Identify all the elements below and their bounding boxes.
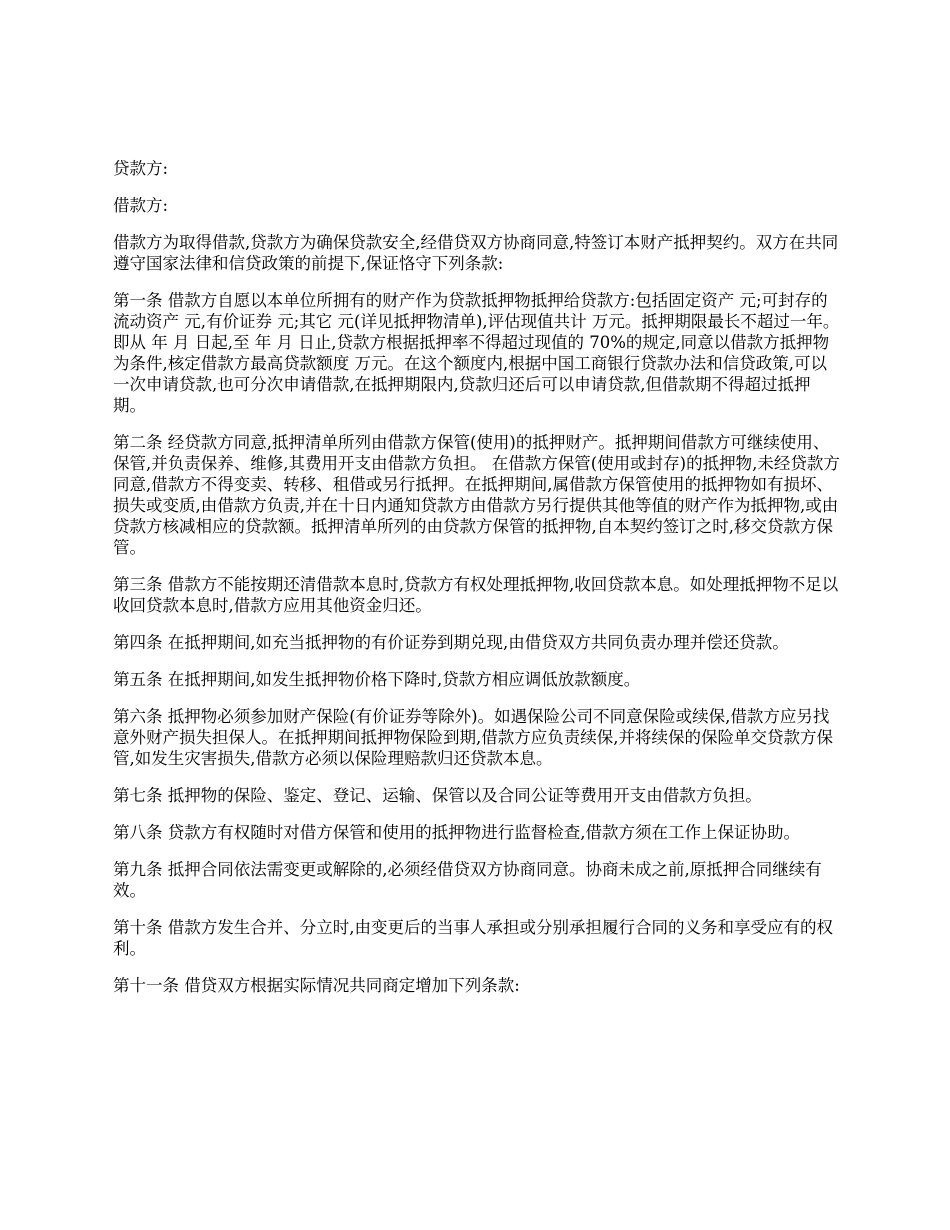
borrower-label: 借款方: xyxy=(113,196,169,215)
article-10: 第十条 借款方发生合并、分立时,由变更后的当事人承担或分别承担履行合同的义务和享受应有的权利。 xyxy=(113,918,833,958)
article-3: 第三条 借款方不能按期还清借款本息时,贷款方有权处理抵押物,收回贷款本息。如处理抵押物不足以收回贷款本息时,借款方应用其他资金归还。 xyxy=(113,575,839,615)
article-1: 第一条 借款方自愿以本单位所拥有的财产作为贷款抵押物抵押给贷款方:包括固定资产 元;可封存的流动资产 元,有价证券 元;其它 元(详见抵押物清单),评估现值共计 万元。抵押期限最长不超过一年。即从 年 月 日起,至 年 月 日止,贷款方根据抵押率不得超过现值的 70%的规定,同意以借款方抵押物为条件,核定借款方最高贷款额度 万元。在这个额度内,根据中国工商银行贷款办法和信贷政策,可以一次申请贷款,也可分次申请借款,在抵押期限内,贷款归还后可以申请贷款,但借款期不得超过抵押期。 xyxy=(113,291,840,415)
lender-label: 贷款方: xyxy=(113,159,169,178)
article-6: 第六条 抵押物必须参加财产保险(有价证券等除外)。如遇保险公司不同意保险或续保,借款方应另找意外财产损失担保人。在抵押期间抵押物保险到期,借款方应负责续保,并将续保的保险单交贷款方保管,如发生灾害损失,借款方必须以保险理赔款归还贷款本息。 xyxy=(113,707,833,768)
article-9: 第九条 抵押合同依法需变更或解除的,必须经借贷双方协商同意。协商未成之前,原抵押合同继续有效。 xyxy=(113,860,822,900)
article-2: 第二条 经贷款方同意,抵押清单所列由借款方保管(使用)的抵押财产。抵押期间借款方可继续使用、保管,并负责保养、维修,其费用开支由借款方负担。 在借款方保管(使用或封存)的抵押物,未经贷款方同意,借款方不得变卖、转移、租借或另行抵押。在抵押期间,属借款方保管使用的抵押物如有损坏、损失或变质,由借款方负责,并在十日内通知贷款方由借款方另行提供其他等值的财产作为抵押物,或由贷款方核减相应的贷款额。抵押清单所列的由贷款方保管的抵押物,自本契约签订之时,移交贷款方保管。 xyxy=(113,433,840,557)
article-8: 第八条 贷款方有权随时对借方保管和使用的抵押物进行监督检查,借款方须在工作上保证协助。 xyxy=(113,823,800,842)
article-7: 第七条 抵押物的保险、鉴定、登记、运输、保管以及合同公证等费用开支由借款方负担。 xyxy=(113,786,762,805)
preamble-paragraph: 借款方为取得借款,贷款方为确保贷款安全,经借贷双方协商同意,特签订本财产抵押契约。双方在共同遵守国家法律和信贷政策的前提下,保证恪守下列条款: xyxy=(113,233,839,273)
article-4: 第四条 在抵押期间,如充当抵押物的有价证券到期兑现,由借贷双方共同负责办理并偿还贷款。 xyxy=(113,633,789,652)
article-5: 第五条 在抵押期间,如发生抵押物价格下降时,贷款方相应调低放款额度。 xyxy=(113,670,641,689)
article-11: 第十一条 借贷双方根据实际情况共同商定增加下列条款: xyxy=(113,976,520,995)
contract-document xyxy=(113,158,843,1012)
